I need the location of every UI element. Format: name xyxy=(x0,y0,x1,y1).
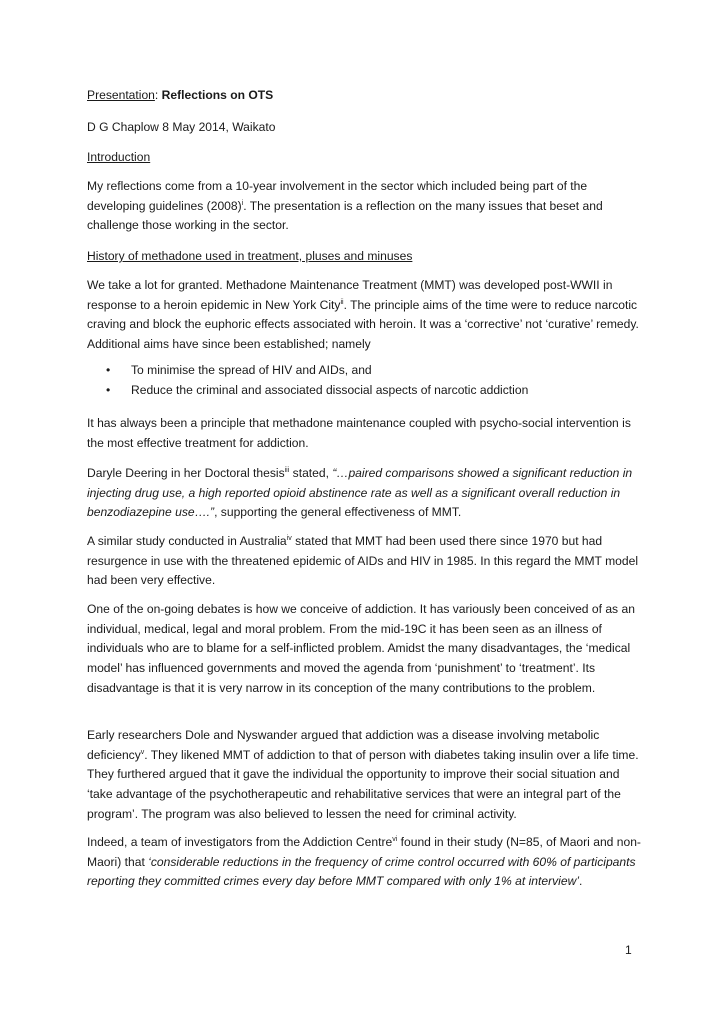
history-paragraph xyxy=(87,276,647,355)
centre-quote: ‘considerable reductions in the frequency of crime control occurred with 60% of participants reporting they committed crimes every day before MMT compared with only 1% at interview’ xyxy=(87,854,636,889)
centre-text-3: . xyxy=(579,874,583,889)
deering-text-2: stated, xyxy=(289,466,333,480)
history-text-1: We take a lot for granted. Methadone Maintenance Treatment (MMT) was developed post-WWII in response to a heroin epidemic in New York City xyxy=(87,278,613,312)
deering-quote: “…paired comparisons showed a significant reduction in injecting drug use, a high reported opioid abstinence rate as well as a significant overall reduction in benzodiazepine use….” xyxy=(87,466,633,520)
centre-text-1: Indeed, a team of investigators from the Addiction Centre xyxy=(87,835,393,849)
australia-text-2: stated that MMT had been used there since 1970 but had resurgence in use with the threatened epidemic of AIDs and HIV in 1985. In this regard the MMT model had been very effective. xyxy=(87,534,639,588)
list-item xyxy=(87,361,647,381)
introduction-heading: Introduction xyxy=(87,150,151,164)
presentation-label: Presentation xyxy=(87,88,155,102)
intro-text-2: . The presentation is a reflection on the many issues that beset and challenge those working in the sector. xyxy=(87,198,603,233)
list-item-text: Reduce the criminal and associated dissocial aspects of narcotic addiction xyxy=(131,383,529,397)
endnote-ref-i[interactable]: i xyxy=(241,199,244,207)
endnote-ref-vi[interactable]: vi xyxy=(392,836,398,843)
intro-text-1: My reflections come from a 10-year involvement in the sector which included being part of the developing guidelines (2008) xyxy=(87,179,588,213)
endnote-ref-v[interactable]: v xyxy=(140,748,145,756)
title-colon: : xyxy=(154,88,162,102)
list-item xyxy=(87,381,647,401)
presentation-title: Reflections on OTS xyxy=(161,88,274,102)
endnote-ref-ii[interactable]: ii xyxy=(340,298,344,306)
deering-text-3: , supporting the general effectiveness of MMT. xyxy=(214,505,462,520)
dole-text-2: . They likened MMT of addiction to that of person with diabetes taking insulin over a life time. They furthered argued that it gave the individual the opportunity to improve their social situation and ‘take advantage of the psychotherapeutic and rehabilitative services that were an integral part of the program’. The program was also believed to lessen the need for criminal activity. xyxy=(87,747,639,821)
endnote-ref-iii[interactable]: iii xyxy=(284,467,290,474)
endnote-ref-iv[interactable]: iv xyxy=(286,535,292,542)
author-line: D G Chaplow 8 May 2014, Waikato xyxy=(87,120,276,134)
centre-text-2: found in their study (N=85, of Maori and non-Maori) that xyxy=(87,835,641,869)
australia-text-1: A similar study conducted in Australia xyxy=(87,534,287,548)
aims-list xyxy=(87,361,647,401)
addiction-centre-paragraph xyxy=(87,833,647,892)
australia-paragraph xyxy=(87,532,647,591)
list-item-text: To minimise the spread of HIV and AIDs, and xyxy=(131,363,372,377)
dole-text-1: Early researchers Dole and Nyswander argued that addiction was a disease involving metabolic deficiency xyxy=(87,728,600,762)
deering-paragraph xyxy=(87,464,647,523)
deering-text-1: Daryle Deering in her Doctoral thesis xyxy=(87,466,285,480)
presentation-title-line xyxy=(87,86,647,106)
dole-nyswander-paragraph xyxy=(87,726,647,825)
page-number: 1 xyxy=(625,943,632,957)
addiction-debate-paragraph: One of the on-going debates is how we conceive of addiction. It has variously been conceived of as an individual, medical, legal and moral problem. From the mid-19C it has been seen as an illness of individuals who are to blame for a self-inflicted problem. Amidst the many disadvantages, the ‘medical model’ has influenced governments and moved the agenda from ‘punishment’ to ‘treatment’. Its disadvantage is that it is very narrow in its conception of the many contributions to the problem. xyxy=(87,602,635,695)
bullet-icon: • xyxy=(106,383,111,397)
history-heading: History of methadone used in treatment, pluses and minuses xyxy=(87,249,413,263)
bullet-icon: • xyxy=(106,363,111,377)
history-text-2: . The principle aims of the time were to reduce narcotic craving and block the euphoric effects associated with heroin. It was a ‘corrective’ not ‘curative’ remedy. Additional aims have since been established; namely xyxy=(87,297,639,352)
intro-paragraph xyxy=(87,177,647,236)
principle-paragraph: It has always been a principle that methadone maintenance coupled with psycho-social intervention is the most effective treatment for addiction. xyxy=(87,416,631,450)
